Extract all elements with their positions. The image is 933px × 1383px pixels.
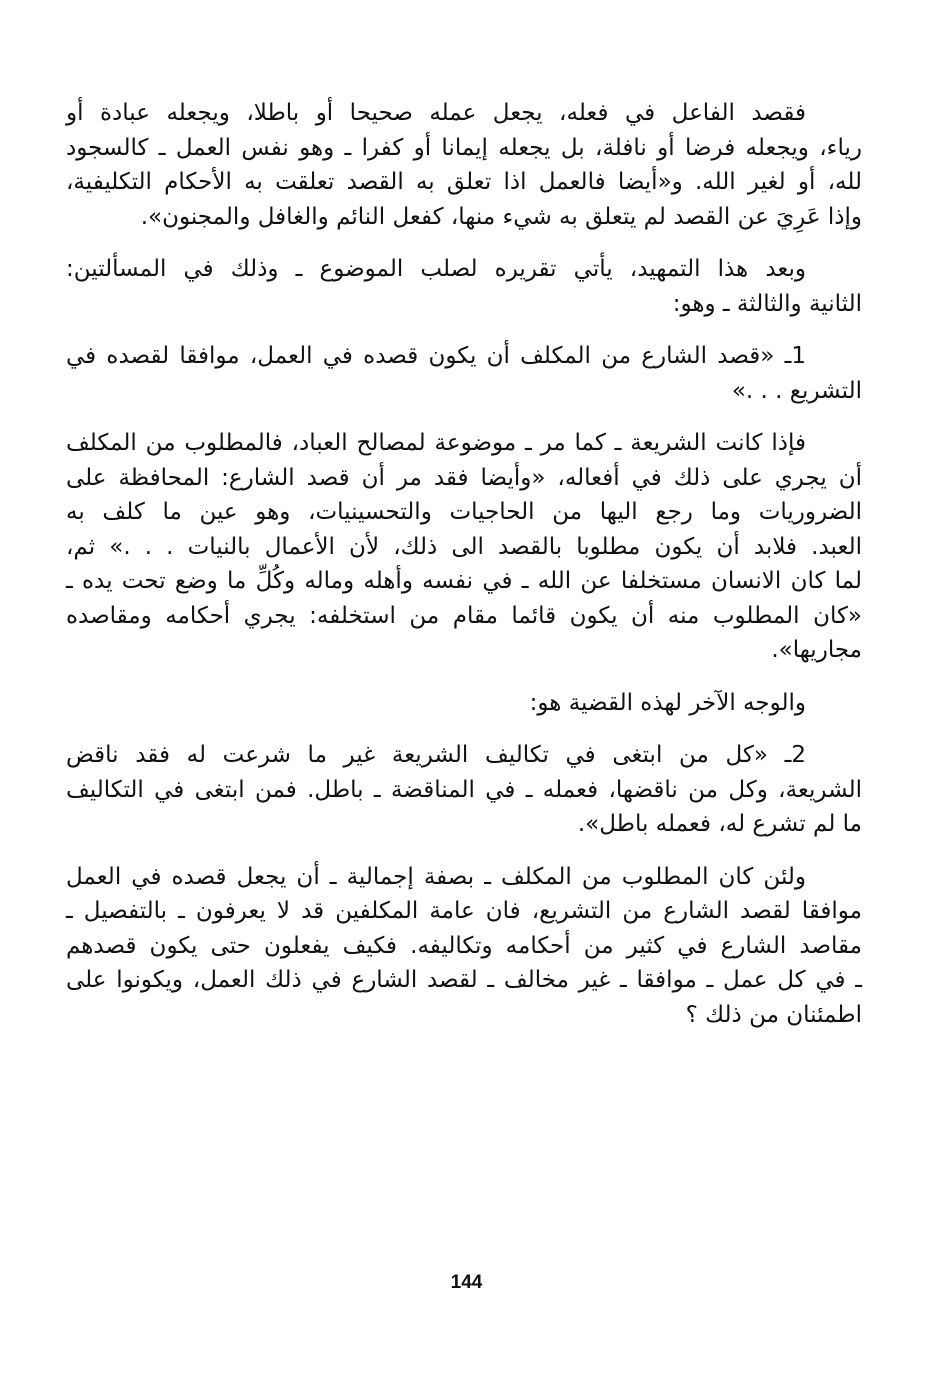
text-line: وبعد هذا التمهيد، يأتي تقريره لصلب الموضوع ـ وذلك في المسألتين: — [66, 256, 806, 282]
paragraph-7 — [66, 860, 862, 1033]
text-line: العبد. فلابد أن يكون مطلوبا بالقصد الى ذلك، لأن الأعمال بالنيات . . .» ثم، — [66, 533, 862, 560]
text-line: والوجه الآخر لهذه القضية هو: — [529, 689, 806, 716]
paragraph-3 — [66, 339, 862, 408]
text-line: لما كان الانسان مستخلفا عن الله ـ في نفسه وأهله وماله وكُلِّ ما وضع تحت يده ـ — [66, 568, 862, 594]
text-line: فقصد الفاعل في فعله، يجعل عمله صحيحا أو باطلا، ويجعله عبادة أو — [66, 100, 806, 126]
text-line: ـ في كل عمل ـ موافقا ـ غير مخالف ـ لقصد الشارع في ذلك العمل، ويكونوا على — [66, 967, 862, 993]
text-line: الضروريات وما رجع اليها من الحاجيات والتحسينيات، وهو عين ما كلف به — [66, 499, 862, 525]
text-line: لله، أو لغير الله. و«أيضا فالعمل اذا تعلق به القصد تعلقت به الأحكام التكليفية، — [66, 169, 862, 195]
text-line: الشريعة، وكل من ناقضها، فعمله ـ في المناقضة ـ باطل. فمن ابتغى في التكاليف — [66, 776, 862, 803]
text-line: «كان المطلوب منه أن يكون قائما مقام من استخلفه: يجري أحكامه ومقاصده — [66, 602, 862, 629]
text-line: مجاريها». — [771, 637, 862, 663]
text-line: مقاصد الشارع في كثير من أحكامه وتكاليفه. فكيف يفعلون حتى يكون قصدهم — [66, 932, 862, 959]
text-line: اطمئنان من ذلك ؟ — [685, 1001, 862, 1028]
text-line: رياء، ويجعله فرضا أو نافلة، بل يجعله إيمانا أو كفرا ـ وهو نفس العمل ـ كالسجود — [66, 134, 862, 161]
text-line: الثانية والثالثة ـ وهو: — [672, 290, 862, 317]
paragraph-6 — [66, 738, 862, 842]
paragraph-2 — [66, 252, 862, 321]
text-line: ولئن كان المطلوب من المكلف ـ بصفة إجمالية ـ أن يجعل قصده في العمل — [66, 863, 806, 890]
paragraph-4 — [66, 426, 862, 668]
paragraph-1 — [66, 96, 862, 234]
text-line: التشريع . . .» — [731, 377, 862, 404]
page-body — [66, 96, 862, 1050]
text-line: موافقا لقصد الشارع من التشريع، فان عامة المكلفين قد لا يعرفون ـ بالتفصيل ـ — [66, 898, 862, 924]
text-line: 1ـ «قصد الشارع من المكلف أن يكون قصده في العمل، موافقا لقصده في — [66, 343, 806, 369]
text-line: فإذا كانت الشريعة ـ كما مر ـ موضوعة لمصالح العباد، فالمطلوب من المكلف — [66, 430, 806, 456]
text-line: 2ـ «كل من ابتغى في تكاليف الشريعة غير ما شرعت له فقد ناقض — [66, 742, 806, 768]
text-line: وإذا عَرِيَ عن القصد لم يتعلق به شيء منها، كفعل النائم والغافل والمجنون». — [140, 203, 862, 230]
text-line: ما لم تشرع له، فعمله باطل». — [577, 811, 862, 837]
page-number: 144 — [450, 1272, 483, 1293]
text-line: أن يجري على ذلك في أفعاله، «وأيضا فقد مر أن قصد الشارع: المحافظة على — [66, 464, 862, 491]
paragraph-5 — [66, 686, 862, 721]
